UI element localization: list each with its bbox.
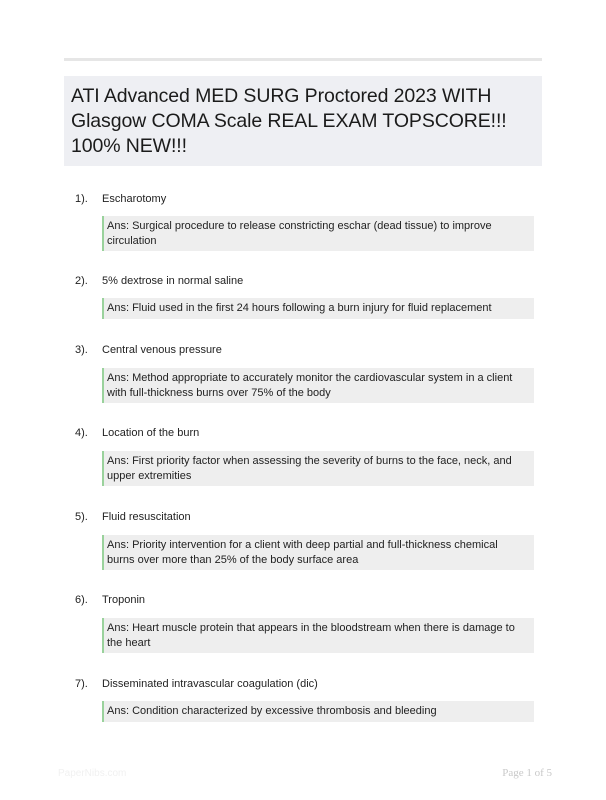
question-number: 1).	[75, 193, 88, 205]
answer-box: Ans: Condition characterized by excessive thrombosis and bleeding	[102, 701, 534, 722]
question-text: Disseminated intravascular coagulation (dic)	[102, 678, 318, 690]
question-number: 2).	[75, 275, 88, 287]
question-text: Location of the burn	[102, 427, 200, 439]
document-title: ATI Advanced MED SURG Proctored 2023 WITH Glasgow COMA Scale REAL EXAM TOPSCORE!!! 100% NEW!!!	[71, 85, 507, 157]
answer-box: Ans: Fluid used in the first 24 hours following a burn injury for fluid replacement	[102, 298, 534, 319]
question-text: Fluid resuscitation	[102, 511, 191, 523]
title-banner	[64, 76, 542, 166]
question-text: Troponin	[102, 594, 146, 606]
answer-box: Ans: Heart muscle protein that appears in the bloodstream when there is damage to the heart	[102, 618, 534, 653]
top-divider	[64, 58, 542, 61]
question-text: Central venous pressure	[102, 344, 222, 356]
question-number: 3).	[75, 344, 88, 356]
footer-watermark: PaperNibs.com	[58, 768, 127, 779]
question-text: Escharotomy	[102, 193, 167, 205]
answer-box: Ans: Priority intervention for a client with deep partial and full-thickness chemical burns over more than 25% of the body surface area	[102, 535, 534, 570]
question-number: 6).	[75, 594, 88, 606]
question-number: 7).	[75, 678, 88, 690]
answer-box: Ans: First priority factor when assessing the severity of burns to the face, neck, and upper extremities	[102, 451, 534, 486]
question-text: 5% dextrose in normal saline	[102, 275, 244, 287]
question-number: 4).	[75, 427, 88, 439]
answer-box: Ans: Surgical procedure to release constricting eschar (dead tissue) to improve circulation	[102, 216, 534, 251]
question-number: 5).	[75, 511, 88, 523]
answer-box: Ans: Method appropriate to accurately monitor the cardiovascular system in a client with full-thickness burns over 75% of the body	[102, 368, 534, 403]
page-number: Page 1 of 5	[502, 767, 552, 779]
